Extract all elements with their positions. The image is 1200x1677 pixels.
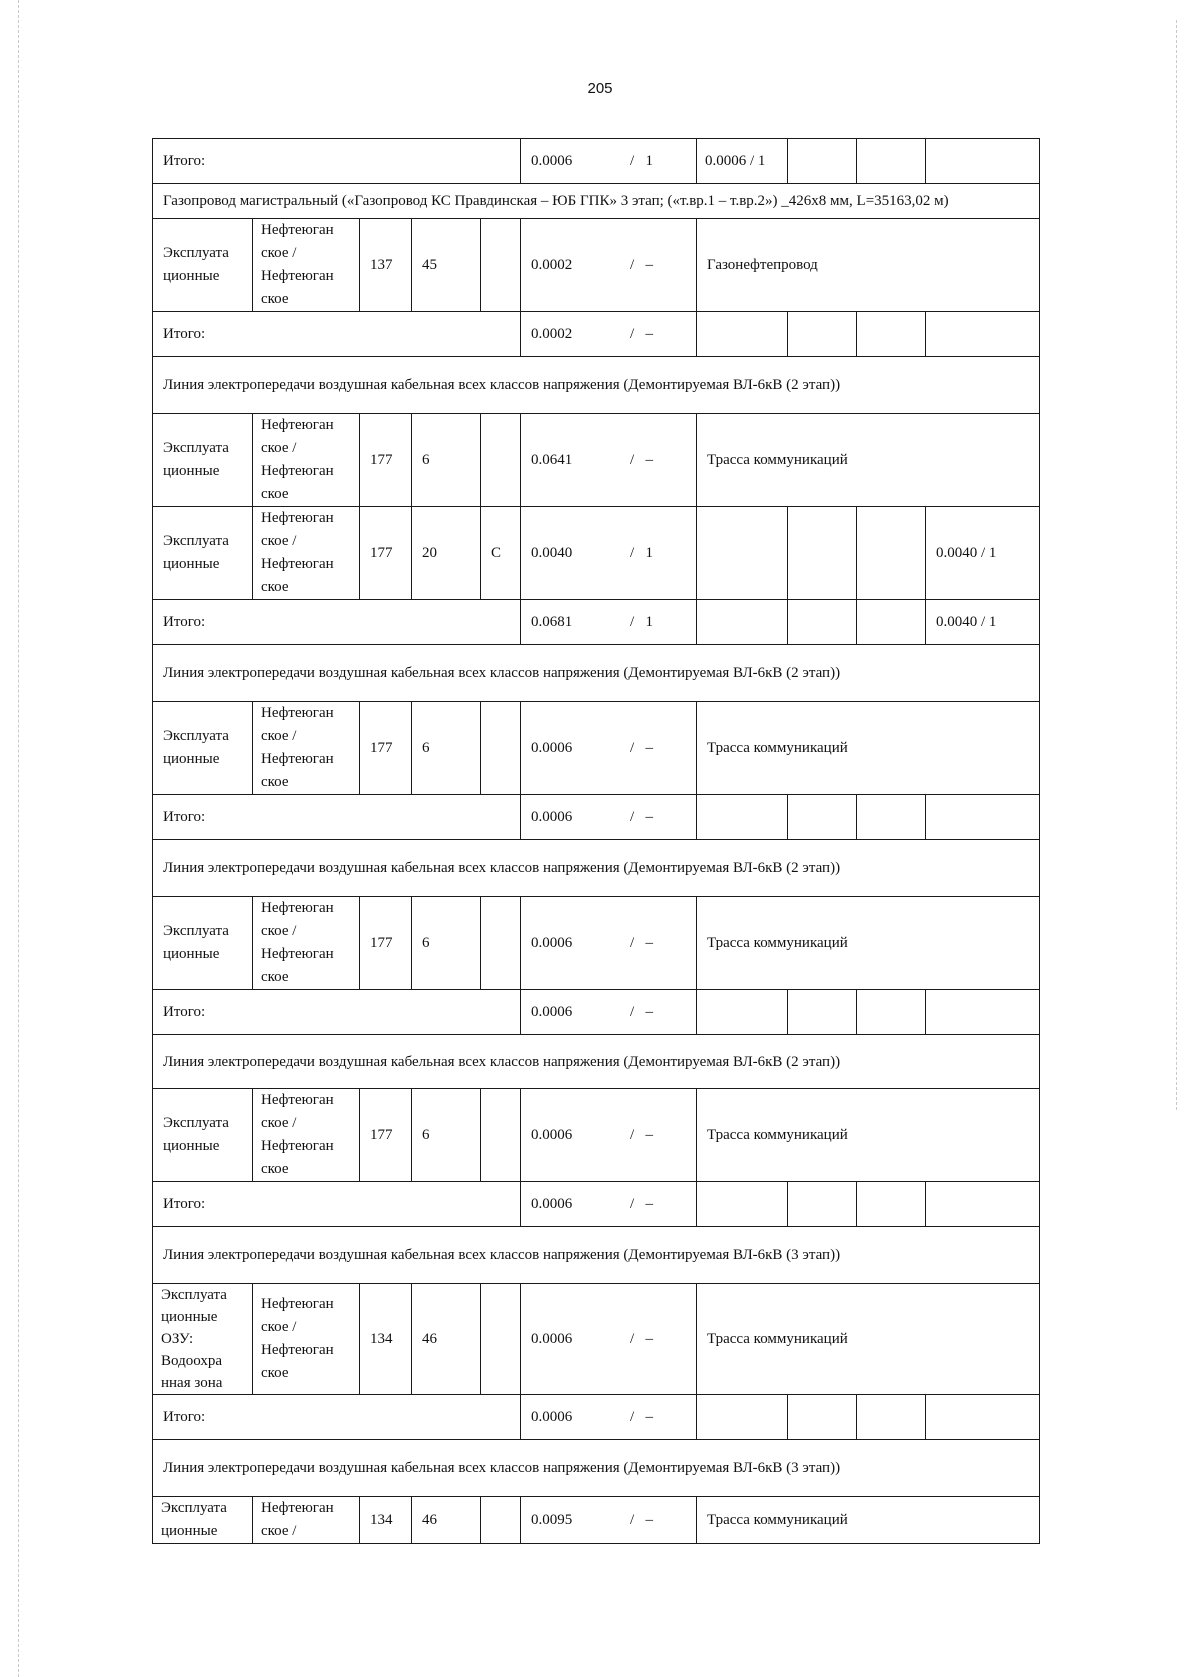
field-cell: Нефтеюган ское / Нефтеюган ское <box>253 507 360 600</box>
purpose-cell: Трасса коммуникаций <box>697 1089 1040 1182</box>
total-label: Итого: <box>153 312 521 357</box>
total-label: Итого: <box>153 1395 521 1440</box>
table-row <box>153 600 1040 645</box>
section-heading: Линия электропередачи воздушная кабельная всех классов напряжения (Демонтируемая ВЛ-6кВ (2 этап)) <box>153 645 1040 702</box>
area-cell: 0.0006 / – <box>521 1089 697 1182</box>
block-cell: 177 <box>360 897 412 990</box>
block-cell: 137 <box>360 219 412 312</box>
section-heading-row <box>153 357 1040 414</box>
page-number: 205 <box>587 80 613 97</box>
table-row <box>153 1089 1040 1182</box>
total-label: Итого: <box>153 139 521 184</box>
field-cell: Нефтеюган ское / <box>253 1497 360 1544</box>
code-cell <box>481 219 521 312</box>
field-cell: Нефтеюган ское / Нефтеюган ское <box>253 219 360 312</box>
table-row <box>153 414 1040 507</box>
area-sub-cell: 0.0006 / 1 <box>697 139 788 184</box>
section-heading-row <box>153 1035 1040 1089</box>
area-cell: 0.0002 / – <box>521 219 697 312</box>
block-cell: 134 <box>360 1497 412 1544</box>
area-cell: 0.0006 / – <box>521 1395 697 1440</box>
block-cell: 177 <box>360 702 412 795</box>
section-heading-row <box>153 184 1040 219</box>
purpose-cell: Газонефтепровод <box>697 219 1040 312</box>
plot-cell: 20 <box>412 507 481 600</box>
land-plot-table <box>152 138 1040 1544</box>
section-heading-row <box>153 645 1040 702</box>
plot-cell: 6 <box>412 1089 481 1182</box>
table-row <box>153 139 1040 184</box>
table-row <box>153 795 1040 840</box>
field-cell: Нефтеюган ское / Нефтеюган ское <box>253 1284 360 1395</box>
table-row <box>153 1182 1040 1227</box>
purpose-cell: Трасса коммуникаций <box>697 1284 1040 1395</box>
table-row <box>153 990 1040 1035</box>
category-cell: Эксплуата ционные <box>153 1089 253 1182</box>
section-heading: Линия электропередачи воздушная кабельная всех классов напряжения (Демонтируемая ВЛ-6кВ (2 этап)) <box>153 840 1040 897</box>
field-cell: Нефтеюган ское / Нефтеюган ское <box>253 1089 360 1182</box>
category-cell: Эксплуата ционные <box>153 219 253 312</box>
category-cell: Эксплуата ционные <box>153 702 253 795</box>
field-cell: Нефтеюган ское / Нефтеюган ское <box>253 414 360 507</box>
total-label: Итого: <box>153 990 521 1035</box>
plot-cell: 6 <box>412 897 481 990</box>
section-heading-row <box>153 1227 1040 1284</box>
plot-cell: 6 <box>412 702 481 795</box>
total-label: Итого: <box>153 795 521 840</box>
area-cell: 0.0006 / – <box>521 897 697 990</box>
purpose-cell: Трасса коммуникаций <box>697 1497 1040 1544</box>
area-cell: 0.0040 / 1 <box>521 507 697 600</box>
table-row <box>153 1284 1040 1395</box>
block-cell: 134 <box>360 1284 412 1395</box>
table-row <box>153 1395 1040 1440</box>
purpose-cell: Трасса коммуникаций <box>697 702 1040 795</box>
purpose-cell: Трасса коммуникаций <box>697 897 1040 990</box>
table-row <box>153 219 1040 312</box>
area-cell: 0.0006 / 1 <box>521 139 697 184</box>
category-cell: Эксплуата ционные <box>153 414 253 507</box>
scan-edge-left <box>18 0 21 1677</box>
last-col-cell: 0.0040 / 1 <box>926 600 1040 645</box>
table-row <box>153 702 1040 795</box>
table-row <box>153 897 1040 990</box>
block-cell: 177 <box>360 414 412 507</box>
table-row <box>153 1497 1040 1544</box>
code-cell: С <box>481 507 521 600</box>
field-cell: Нефтеюган ское / Нефтеюган ское <box>253 702 360 795</box>
section-heading-row <box>153 840 1040 897</box>
section-heading: Линия электропередачи воздушная кабельная всех классов напряжения (Демонтируемая ВЛ-6кВ (2 этап)) <box>153 1035 1040 1089</box>
section-heading: Линия электропередачи воздушная кабельная всех классов напряжения (Демонтируемая ВЛ-6кВ (2 этап)) <box>153 357 1040 414</box>
category-cell: Эксплуата ционные <box>153 507 253 600</box>
area-cell: 0.0006 / – <box>521 795 697 840</box>
plot-cell: 46 <box>412 1284 481 1395</box>
area-value: 0.0006 <box>531 152 573 169</box>
plot-cell: 6 <box>412 414 481 507</box>
area-cell: 0.0002 / – <box>521 312 697 357</box>
category-cell: Эксплуата ционные ОЗУ: Водоохра нная зона <box>153 1284 253 1395</box>
total-label: Итого: <box>153 600 521 645</box>
table-row <box>153 312 1040 357</box>
area-cell: 0.0095 / – <box>521 1497 697 1544</box>
purpose-cell: Трасса коммуникаций <box>697 414 1040 507</box>
area-cell: 0.0641 / – <box>521 414 697 507</box>
table-row <box>153 507 1040 600</box>
plot-cell: 46 <box>412 1497 481 1544</box>
section-heading: Газопровод магистральный («Газопровод КС Правдинская – ЮБ ГПК» 3 этап; («т.вр.1 – т.вр.2») _426х8 мм, L=35163,02 м) <box>153 184 1040 219</box>
scan-edge-right <box>1176 20 1179 1110</box>
area-cell: 0.0006 / – <box>521 1182 697 1227</box>
block-cell: 177 <box>360 507 412 600</box>
block-cell: 177 <box>360 1089 412 1182</box>
section-heading: Линия электропередачи воздушная кабельная всех классов напряжения (Демонтируемая ВЛ-6кВ (3 этап)) <box>153 1227 1040 1284</box>
area-cell: 0.0006 / – <box>521 702 697 795</box>
plot-cell: 45 <box>412 219 481 312</box>
area-cell: 0.0681 / 1 <box>521 600 697 645</box>
section-heading-row <box>153 1440 1040 1497</box>
total-label: Итого: <box>153 1182 521 1227</box>
field-cell: Нефтеюган ское / Нефтеюган ское <box>253 897 360 990</box>
section-heading: Линия электропередачи воздушная кабельная всех классов напряжения (Демонтируемая ВЛ-6кВ (3 этап)) <box>153 1440 1040 1497</box>
area-cell: 0.0006 / – <box>521 990 697 1035</box>
category-cell: Эксплуата ционные <box>153 1497 253 1544</box>
last-col-cell: 0.0040 / 1 <box>926 507 1040 600</box>
area-cell: 0.0006 / – <box>521 1284 697 1395</box>
category-cell: Эксплуата ционные <box>153 897 253 990</box>
code-cell <box>481 414 521 507</box>
